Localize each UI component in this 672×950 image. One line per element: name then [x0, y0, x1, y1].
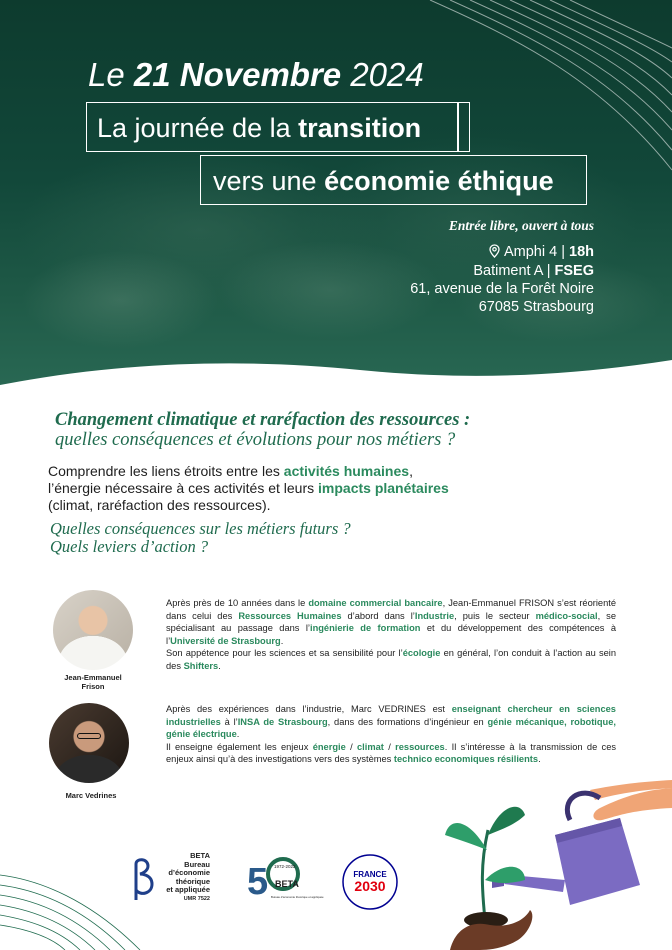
glasses-shape — [77, 733, 101, 739]
svg-text:Bureau d’économie théorique et: Bureau d’économie théorique et appliquée — [271, 895, 324, 899]
bio-highlight: INSA de Strasbourg — [237, 716, 328, 727]
bio-text: Son appétence pour les sciences et sa sensibilité pour l’ — [166, 648, 403, 659]
svg-text:1972-2022: 1972-2022 — [274, 864, 296, 869]
title-line-2: vers une économie éthique — [200, 155, 587, 205]
bio-text: en général, l’on conduit à l’action au sein des — [166, 648, 617, 671]
svg-text:BETA: BETA — [275, 879, 299, 889]
venue-street: 61, avenue de la Forêt Noire — [410, 281, 594, 297]
bio-text: à l’ — [220, 716, 238, 727]
question-line-1: Quelles conséquences sur les métiers futurs ? — [50, 519, 351, 538]
hero-banner — [0, 0, 672, 400]
bio-highlight: Université de Strasbourg — [170, 635, 281, 646]
bio-text: d’abord dans l’ — [341, 610, 415, 621]
bio-text: . — [236, 729, 240, 740]
bio-text: Après près de 10 années dans le — [166, 598, 309, 608]
speaker-bio — [166, 597, 616, 673]
bio-highlight: génie mécanique, robotique, génie électrique — [166, 716, 616, 740]
bio-highlight: Shifters — [183, 660, 219, 671]
bio-text: / — [345, 741, 357, 752]
bio-highlight: ingénierie de formation — [309, 623, 421, 634]
bio-text: . — [218, 660, 221, 671]
bio-text: Il enseigne également les enjeux — [166, 741, 313, 752]
svg-text:2030: 2030 — [354, 878, 386, 894]
speaker-name: Marc Vedrines — [65, 791, 117, 800]
venue-building: Batiment A | FSEG — [473, 263, 594, 279]
bio-text: . Il s’intéresse à la transmission de ces enjeux ainsi qu’à des investigations vers des systèmes — [166, 741, 617, 765]
beta-50-years-logo — [245, 852, 324, 910]
event-date: Le 21 Novembre 2024 — [88, 56, 424, 93]
bio-highlight: énergie — [312, 741, 346, 752]
venue-room: Amphi 4 | 18h — [489, 244, 594, 260]
hand-plant-watering-can-illustration — [430, 780, 672, 950]
svg-text:5: 5 — [247, 861, 269, 903]
avatar-jean-emmanuel-frison — [53, 590, 133, 670]
beta-logo-text: BETA Bureau d’économie théorique et appliquée UMR 7522 — [166, 851, 210, 902]
question-line-2: Quels leviers d’action ? — [50, 537, 209, 556]
bio-text: / — [383, 741, 396, 752]
speaker-name: Jean-Emmanuel Frison — [64, 673, 122, 691]
beta-b-mark-icon — [130, 856, 156, 902]
bio-highlight: Industrie — [414, 610, 455, 621]
intro-paragraph: Comprendre les liens étroits entre les activités humaines, l’énergie nécessaire à ces activités et leurs impacts planétaires (climat, raréfaction des ressources). — [48, 463, 449, 513]
bio-text: . — [538, 754, 541, 765]
bio-highlight: climat — [357, 741, 384, 752]
entry-note: Entrée libre, ouvert à tous — [448, 218, 594, 233]
bio-highlight: domaine commercial bancaire — [308, 598, 443, 608]
bio-highlight: médico-social — [535, 610, 598, 621]
bio-highlight: écologie — [402, 648, 441, 659]
bio-text: , se spécialisant au passage dans l’ — [166, 610, 616, 634]
title-line-1: La journée de la transition — [86, 102, 458, 152]
location-pin-icon — [489, 244, 500, 258]
bio-text: , dans des formations d’ingénieur en — [327, 716, 488, 727]
intro-heading-line-1: Changement climatique et raréfaction des ressources : — [55, 410, 471, 430]
title-decorative-bars — [458, 102, 470, 152]
bio-highlight: enseignant chercheur en sciences industrielles — [166, 704, 616, 727]
speaker-bio — [166, 703, 616, 766]
svg-text:FRANCE: FRANCE — [353, 870, 387, 879]
bio-text: , Jean-Emmanuel FRISON s’est réorienté dans celui des — [166, 598, 617, 621]
bio-text: et du développement des compétences à l’ — [166, 623, 616, 646]
hero-bottom-wave — [0, 340, 672, 400]
venue-city: 67085 Strasbourg — [478, 299, 594, 315]
bio-highlight: technico economiques résilients — [393, 754, 539, 765]
bio-text: , puis le secteur — [454, 610, 536, 621]
bio-highlight: ressources — [395, 741, 445, 752]
bio-text: . — [280, 635, 284, 646]
beta-logo — [130, 852, 210, 906]
bio-text: Après des expériences dans l’industrie, Marc VEDRINES est — [166, 704, 452, 714]
intro-heading-line-2: quelles conséquences et évolutions pour nos métiers ? — [55, 430, 456, 450]
avatar-marc-vedrines — [49, 703, 129, 783]
bio-highlight: Ressources Humaines — [238, 610, 342, 621]
france-2030-logo — [340, 853, 402, 913]
